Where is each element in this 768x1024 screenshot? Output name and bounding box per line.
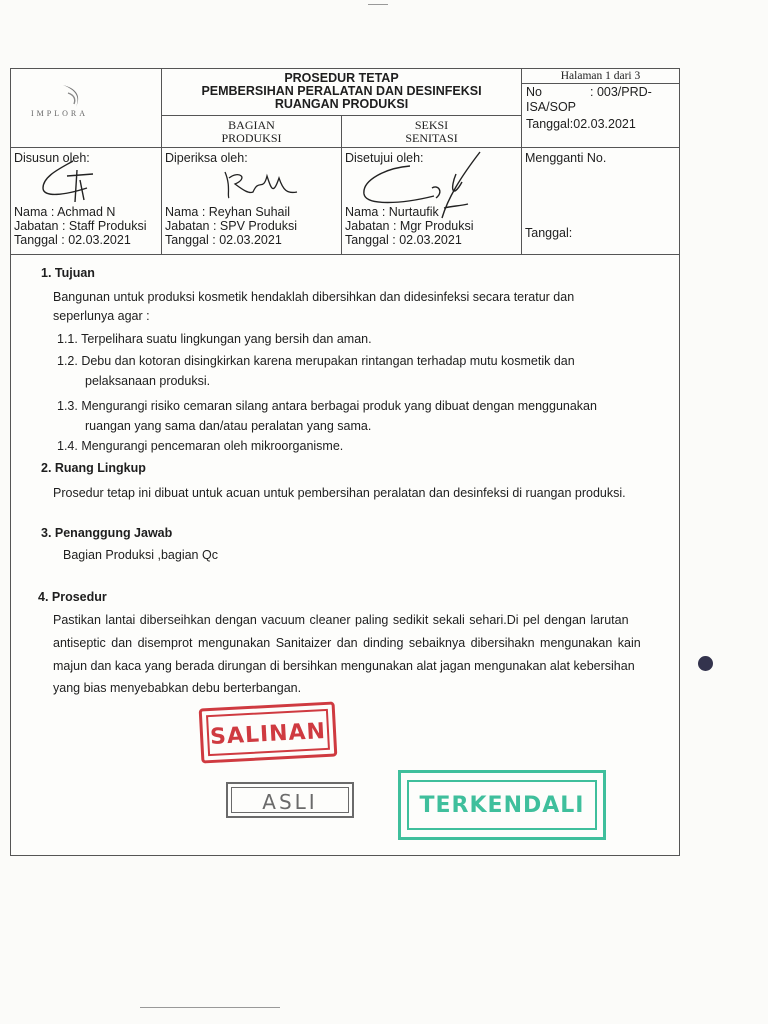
section-cell: SEKSI SENITASI bbox=[342, 116, 522, 148]
salinan-stamp: SALINAN bbox=[199, 701, 338, 763]
asli-stamp: ASLI bbox=[226, 782, 354, 818]
doc-number-label: No bbox=[526, 85, 542, 99]
section-heading: 4. Prosedur bbox=[38, 590, 107, 604]
document-meta bbox=[522, 69, 679, 148]
department-cell: BAGIAN PRODUKSI bbox=[162, 116, 342, 148]
list-item: 1.2. Debu dan kotoran disingkirkan karena merupakan rintangan terhadap mutu kosmetik dan bbox=[57, 354, 575, 368]
page-count: Halaman 1 dari 3 bbox=[522, 69, 679, 84]
signature-icon bbox=[31, 158, 141, 204]
scan-mark bbox=[368, 4, 388, 5]
logo-cell bbox=[11, 69, 162, 148]
section-heading: 1. Tujuan bbox=[41, 266, 95, 280]
prepared-by-cell: Disusun oleh: Nama : Achmad N Jabatan : Staff Produksi Tanggal : 02.03.2021 bbox=[11, 148, 162, 255]
doc-number-value-cont: ISA/SOP bbox=[526, 100, 577, 114]
replaces-cell: Mengganti No. Tanggal: bbox=[522, 148, 679, 255]
list-item: 1.1. Terpelihara suatu lingkungan yang bersih dan aman. bbox=[57, 332, 372, 346]
sop-sheet: IMPLORA PROSEDUR TETAP PEMBERSIHAN PERALATAN DAN DESINFEKSI RUANGAN PRODUKSI BAGIAN PRODUKSI SEKSI SENITASI Halaman 1 dari 3 No : 003/PRD- ISA/SOP Tanggal:02.03.2021 Disusun oleh: Nama : Achmad N Jabatan : Staff Produksi Tanggal : 02.03.2021 Diperiksa oleh: Nama : Reyhan Suhail Jabatan : SPV Produksi Tanggal : 02.03.2021 Disetujui oleh: Nama : Nurtaufik Jabatan : Mgr Produksi Tanggal : 02.03.2021 Mengganti No. Tanggal: 1. Tujuan Bangunan untuk produksi kosmetik hendaklah dibersihkan dan didesinfeksi secara teratur dan seperlunya agar : 1.1. Terpelihara suatu lingkungan yang bersih dan aman. 1.2. Debu dan kotoran disingkirkan karena merupakan rintangan terhadap mutu kosmetik dan pelaksanaan produksi. 1.3. Mengurangi risiko cemaran silang antara berbagai produk yang dibuat dengan menggunakan ruangan yang sama dan/atau peralatan yang sama. 1.4. Mengurangi pencemaran oleh mikroorganisme. 2. Ruang Lingkup Prosedur tetap ini dibuat untuk acuan untuk pembersihan peralatan dan desinfeksi di ruangan produksi. 3. Penanggung Jawab Bagian Produksi ,bagian Qc 4. Prosedur Pastikan lantai diberseihkan dengan vacuum cleaner paling sedikit sekali sehari.Di pel dengan larutan antiseptic dan disemprot mengunakan Sanitaizer dan dinding sebaiknya dibersihakn mengunakan kain majun dan kaca yang berada dirungan di bersihkan mengunakan alat jagan mengunakan alat kebersihan yang bias menyebabkan debu berterbangan. bbox=[10, 68, 680, 856]
doc-date: Tanggal:02.03.2021 bbox=[526, 117, 636, 131]
section-heading: 3. Penanggung Jawab bbox=[41, 526, 173, 540]
logo-text: IMPLORA bbox=[31, 109, 89, 118]
approved-by-cell: Disetujui oleh: Nama : Nurtaufik Jabatan : Mgr Produksi Tanggal : 02.03.2021 bbox=[342, 148, 522, 255]
doc-number-value: : 003/PRD- bbox=[590, 85, 652, 99]
implora-logo-icon bbox=[59, 83, 89, 109]
ink-blot bbox=[698, 656, 713, 671]
list-item: 1.3. Mengurangi risiko cemaran silang antara berbagai produk yang dibuat dengan menggunakan bbox=[57, 399, 597, 413]
terkendali-stamp: TERKENDALI bbox=[398, 770, 606, 840]
scan-mark bbox=[140, 1007, 280, 1008]
checked-by-cell: Diperiksa oleh: Nama : Reyhan Suhail Jabatan : SPV Produksi Tanggal : 02.03.2021 bbox=[162, 148, 342, 255]
signature-icon bbox=[217, 164, 307, 204]
document-title: PROSEDUR TETAP PEMBERSIHAN PERALATAN DAN DESINFEKSI RUANGAN PRODUKSI bbox=[162, 69, 522, 116]
list-item: 1.4. Mengurangi pencemaran oleh mikroorganisme. bbox=[57, 439, 344, 453]
header-table bbox=[11, 69, 679, 255]
section-heading: 2. Ruang Lingkup bbox=[41, 461, 146, 475]
